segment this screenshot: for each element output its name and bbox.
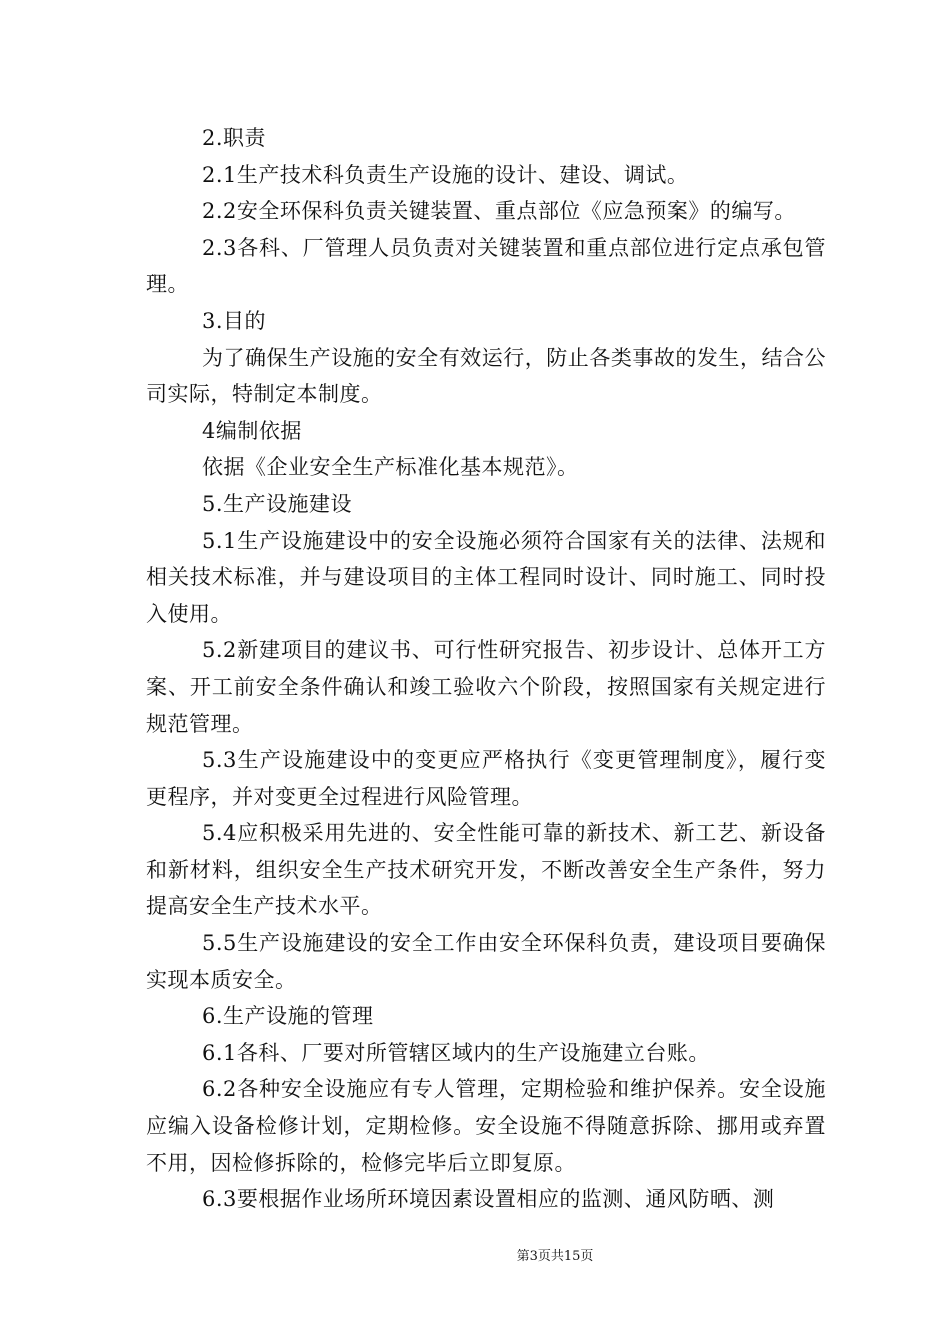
paragraph-5-3: 5.3生产设施建设中的变更应严格执行《变更管理制度》，履行变更程序，并对变更全过程进行风险管理。: [146, 748, 826, 809]
document-body: [146, 120, 826, 1218]
paragraph-5-1: 5.1生产设施建设中的安全设施必须符合国家有关的法律、法规和相关技术标准，并与建设项目的主体工程同时设计、同时施工、同时投入使用。: [146, 528, 826, 626]
paragraph-5-5: 5.5生产设施建设的安全工作由安全环保科负责，建设项目要确保实现本质安全。: [146, 931, 826, 992]
page-number-footer: 第3页共15页: [516, 1249, 594, 1264]
paragraph-2-3: 2.3各科、厂管理人员负责对关键装置和重点部位进行定点承包管理。: [146, 235, 826, 297]
paragraph-5-4: 5.4应积极采用先进的、安全性能可靠的新技术、新工艺、新设备和新材料，组织安全生产技术研究开发，不断改善安全生产条件，努力提高安全生产技术水平。: [146, 821, 826, 919]
paragraph-section-2-heading: 2.职责: [202, 126, 267, 150]
paragraph-section-5-heading: 5.生产设施建设: [202, 491, 353, 516]
paragraph-section-4-heading: 4编制依据: [202, 418, 302, 443]
paragraph-6-2: 6.2各种安全设施应有专人管理，定期检验和维护保养。安全设施应编入设备检修计划，定期检修。安全设施不得随意拆除、挪用或弃置不用，因检修拆除的，检修完毕后立即复原。: [146, 1077, 826, 1175]
paragraph-section-6-heading: 6.生产设施的管理: [202, 1004, 374, 1029]
paragraph-2-1: 2.1生产技术科负责生产设施的设计、建设、调试。: [202, 162, 689, 187]
paragraph-5-2: 5.2新建项目的建议书、可行性研究报告、初步设计、总体开工方案、开工前安全条件确认和竣工验收六个阶段，按照国家有关规定进行规范管理。: [146, 638, 826, 736]
paragraph-4-body: 依据《企业安全生产标准化基本规范》。: [202, 455, 579, 480]
paragraph-6-3: 6.3要根据作业场所环境因素设置相应的监测、通风防晒、测: [202, 1187, 775, 1212]
paragraph-6-1: 6.1各科、厂要对所管辖区域内的生产设施建立台账。: [202, 1040, 710, 1065]
paragraph-section-3-heading: 3.目的: [202, 308, 267, 333]
paragraph-3-body: 为了确保生产设施的安全有效运行，防止各类事故的发生，结合公司实际，特制定本制度。: [146, 345, 826, 407]
paragraph-2-2: 2.2安全环保科负责关键装置、重点部位《应急预案》的编写。: [202, 199, 796, 224]
